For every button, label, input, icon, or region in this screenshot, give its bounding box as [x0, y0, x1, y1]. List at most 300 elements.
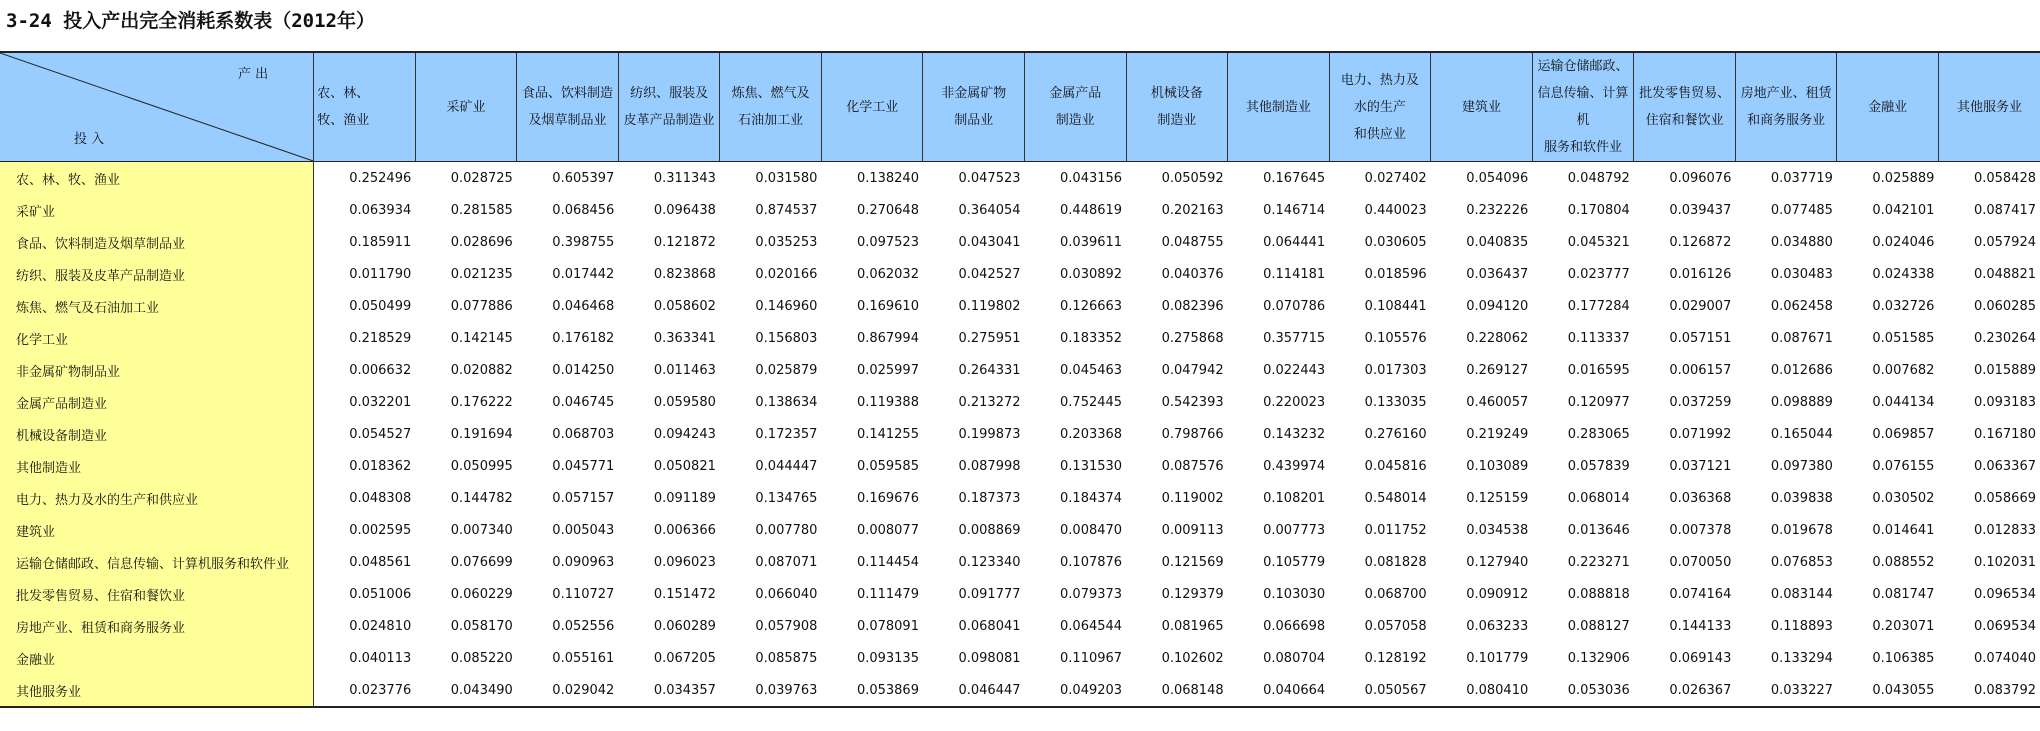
row-header: 食品、饮料制造及烟草制品业 — [0, 226, 314, 258]
table-cell: 0.151472 — [653, 586, 716, 602]
table-cell: 0.542393 — [1161, 394, 1224, 410]
column-header-line: 制造业 — [1157, 113, 1197, 128]
table-cell: 0.025889 — [1872, 170, 1935, 186]
table-cell: 0.126663 — [1060, 298, 1123, 314]
column-header-line: 和供应业 — [1353, 126, 1406, 142]
row-header: 批发零售贸易、住宿和餐饮业 — [0, 578, 314, 610]
table-cell: 0.184374 — [1060, 490, 1123, 506]
table-row — [0, 482, 2040, 514]
table-row — [0, 194, 2040, 226]
table-cell: 0.063233 — [1466, 618, 1529, 634]
table-cell: 0.106385 — [1872, 650, 1935, 666]
column-header — [923, 52, 1025, 162]
table-cell: 0.169610 — [856, 298, 919, 314]
table-row — [0, 226, 2040, 258]
table-cell: 0.062032 — [856, 266, 919, 282]
table-cell: 0.177284 — [1567, 298, 1630, 314]
column-header — [1228, 52, 1330, 162]
table-cell: 0.030605 — [1364, 234, 1427, 250]
table-cell: 0.007378 — [1669, 522, 1732, 538]
table-cell: 0.019678 — [1770, 522, 1833, 538]
table-cell: 0.017303 — [1364, 362, 1427, 378]
column-header-line: 采矿业 — [446, 99, 486, 115]
corner-cell — [0, 52, 314, 162]
table-cell: 0.030483 — [1770, 266, 1833, 282]
table-cell: 0.176222 — [450, 394, 513, 410]
table-cell: 0.054527 — [349, 426, 412, 442]
table-cell: 0.183352 — [1060, 330, 1123, 346]
table-row — [0, 386, 2040, 418]
table-cell: 0.045816 — [1364, 458, 1427, 474]
table-cell: 0.025879 — [755, 362, 818, 378]
table-cell: 0.039611 — [1060, 234, 1123, 250]
table-cell: 0.014250 — [552, 362, 615, 378]
table-cell: 0.213272 — [958, 394, 1021, 410]
row-header: 金融业 — [0, 642, 314, 674]
table-row — [0, 322, 2040, 354]
table-cell: 0.027402 — [1364, 170, 1427, 186]
column-header — [1126, 52, 1228, 162]
table-cell: 0.270648 — [856, 202, 919, 218]
table-cell: 0.016126 — [1669, 266, 1732, 282]
table-cell: 0.057058 — [1364, 618, 1427, 634]
table-cell: 0.087576 — [1161, 458, 1224, 474]
table-cell: 0.096438 — [653, 202, 716, 218]
table-cell: 0.045321 — [1567, 234, 1630, 250]
table-cell: 0.015889 — [1973, 362, 2036, 378]
table-cell: 0.024810 — [349, 618, 412, 634]
table-cell: 0.032201 — [349, 394, 412, 410]
table-cell: 0.034357 — [618, 674, 720, 707]
table-cell: 0.867994 — [856, 330, 919, 346]
table-cell: 0.048308 — [349, 490, 412, 506]
column-header-line: 批发零售贸易、 — [1639, 86, 1731, 101]
table-cell: 0.057157 — [552, 490, 615, 506]
table-cell: 0.074164 — [1669, 586, 1732, 602]
table-cell: 0.081965 — [1161, 618, 1224, 634]
table-cell: 0.176182 — [552, 330, 615, 346]
table-cell: 0.091189 — [653, 490, 716, 506]
table-cell: 0.076155 — [1872, 458, 1935, 474]
table-cell: 0.105576 — [1364, 330, 1427, 346]
table-cell: 0.037719 — [1770, 170, 1833, 186]
table-cell: 0.024046 — [1872, 234, 1935, 250]
column-header-line: 石油加工业 — [738, 113, 804, 128]
table-cell: 0.398755 — [552, 234, 615, 250]
table-cell: 0.199873 — [958, 426, 1021, 442]
table-cell: 0.077886 — [450, 298, 513, 314]
table-cell: 0.014641 — [1872, 522, 1935, 538]
table-cell: 0.275951 — [958, 330, 1021, 346]
table-cell: 0.040113 — [349, 650, 412, 666]
table-cell: 0.203368 — [1060, 426, 1123, 442]
table-cell: 0.127940 — [1466, 554, 1529, 570]
row-header: 机械设备制造业 — [0, 418, 314, 450]
table-cell: 0.024338 — [1872, 266, 1935, 282]
table-cell: 0.050821 — [653, 458, 716, 474]
table-cell: 0.044134 — [1872, 394, 1935, 410]
table-cell: 0.202163 — [1161, 202, 1224, 218]
table-cell: 0.088818 — [1567, 586, 1630, 602]
table-cell: 0.043156 — [1060, 170, 1123, 186]
table-cell: 0.068014 — [1567, 490, 1630, 506]
table-cell: 0.283065 — [1567, 426, 1630, 442]
row-header: 电力、热力及水的生产和供应业 — [0, 482, 314, 514]
table-cell: 0.040664 — [1228, 674, 1330, 707]
table-cell: 0.044447 — [755, 458, 818, 474]
table-cell: 0.080410 — [1431, 674, 1533, 707]
table-cell: 0.048821 — [1973, 266, 2036, 282]
column-header — [720, 52, 822, 162]
table-cell: 0.060289 — [653, 618, 716, 634]
row-header: 采矿业 — [0, 194, 314, 226]
table-cell: 0.048792 — [1567, 170, 1630, 186]
row-header: 炼焦、燃气及石油加工业 — [0, 290, 314, 322]
table-cell: 0.058602 — [653, 298, 716, 314]
table-cell: 0.031580 — [755, 170, 818, 186]
table-cell: 0.081747 — [1872, 586, 1935, 602]
table-cell: 0.060229 — [450, 586, 513, 602]
table-cell: 0.068456 — [552, 202, 615, 218]
table-cell: 0.138240 — [856, 170, 919, 186]
table-cell: 0.068703 — [552, 426, 615, 442]
table-cell: 0.087071 — [755, 554, 818, 570]
table-row — [0, 162, 2040, 195]
table-cell: 0.029042 — [517, 674, 619, 707]
table-cell: 0.114181 — [1263, 266, 1326, 282]
table-cell: 0.096076 — [1669, 170, 1732, 186]
table-cell: 0.060285 — [1973, 298, 2036, 314]
column-header — [1735, 52, 1837, 162]
table-cell: 0.085875 — [755, 650, 818, 666]
column-header — [517, 52, 619, 162]
row-header: 化学工业 — [0, 322, 314, 354]
table-cell: 0.125159 — [1466, 490, 1529, 506]
column-header-line: 制品业 — [954, 113, 994, 128]
column-header-line: 金融业 — [1868, 99, 1908, 115]
table-cell: 0.129379 — [1161, 586, 1224, 602]
table-cell: 0.048755 — [1161, 234, 1224, 250]
table-cell: 0.045463 — [1060, 362, 1123, 378]
table-cell: 0.108441 — [1364, 298, 1427, 314]
table-cell: 0.081828 — [1364, 554, 1427, 570]
table-cell: 0.078091 — [856, 618, 919, 634]
table-cell: 0.034880 — [1770, 234, 1833, 250]
table-cell: 0.091777 — [958, 586, 1021, 602]
table-cell: 0.042527 — [958, 266, 1021, 282]
table-cell: 0.063367 — [1973, 458, 2036, 474]
table-cell: 0.097380 — [1770, 458, 1833, 474]
table-cell: 0.103030 — [1263, 586, 1326, 602]
table-cell: 0.067205 — [653, 650, 716, 666]
table-cell: 0.059585 — [856, 458, 919, 474]
table-row — [0, 674, 2040, 707]
table-cell: 0.132906 — [1567, 650, 1630, 666]
table-cell: 0.008869 — [958, 522, 1021, 538]
table-cell: 0.082396 — [1161, 298, 1224, 314]
table-cell: 0.035253 — [755, 234, 818, 250]
table-cell: 0.110967 — [1060, 650, 1123, 666]
table-cell: 0.057839 — [1567, 458, 1630, 474]
table-cell: 0.053869 — [821, 674, 923, 707]
table-cell: 0.012686 — [1770, 362, 1833, 378]
column-header-line: 电力、热力及 — [1340, 72, 1419, 88]
table-cell: 0.050499 — [349, 298, 412, 314]
header-row — [0, 52, 2040, 162]
table-cell: 0.058669 — [1973, 490, 2036, 506]
table-cell: 0.121872 — [653, 234, 716, 250]
column-header — [1431, 52, 1533, 162]
column-header-line: 制造业 — [1055, 113, 1095, 128]
table-cell: 0.008470 — [1060, 522, 1123, 538]
table-cell: 0.120977 — [1567, 394, 1630, 410]
table-cell: 0.169676 — [856, 490, 919, 506]
column-header — [618, 52, 720, 162]
row-header: 其他服务业 — [0, 674, 314, 707]
column-header-line: 水的生产 — [1353, 99, 1406, 115]
table-cell: 0.460057 — [1466, 394, 1529, 410]
table-cell: 0.126872 — [1669, 234, 1732, 250]
column-header — [1634, 52, 1736, 162]
table-cell: 0.057924 — [1973, 234, 2036, 250]
column-header-line: 炼焦、燃气及 — [731, 86, 810, 101]
column-header — [415, 52, 517, 162]
column-header-line: 金属产品 — [1049, 86, 1102, 101]
column-header-line: 和商务服务业 — [1747, 113, 1826, 128]
table-cell: 0.094243 — [653, 426, 716, 442]
table-cell: 0.007340 — [450, 522, 513, 538]
table-cell: 0.054096 — [1466, 170, 1529, 186]
table-cell: 0.013646 — [1567, 522, 1630, 538]
table-cell: 0.141255 — [856, 426, 919, 442]
column-header-line: 住宿和餐饮业 — [1645, 113, 1724, 128]
table-cell: 0.276160 — [1364, 426, 1427, 442]
table-cell: 0.006632 — [349, 362, 412, 378]
row-header: 其他制造业 — [0, 450, 314, 482]
table-cell: 0.071992 — [1669, 426, 1732, 442]
table-cell: 0.039763 — [720, 674, 822, 707]
table-cell: 0.440023 — [1364, 202, 1427, 218]
table-cell: 0.096534 — [1973, 586, 2036, 602]
column-header-line: 信息传输、计算机 — [1537, 86, 1629, 128]
table-cell: 0.085220 — [450, 650, 513, 666]
table-cell: 0.230264 — [1973, 330, 2036, 346]
table-cell: 0.448619 — [1060, 202, 1123, 218]
table-cell: 0.110727 — [552, 586, 615, 602]
table-cell: 0.028696 — [450, 234, 513, 250]
row-header: 运输仓储邮政、信息传输、计算机服务和软件业 — [0, 546, 314, 578]
table-cell: 0.062458 — [1770, 298, 1833, 314]
table-cell: 0.167180 — [1973, 426, 2036, 442]
table-cell: 0.220023 — [1263, 394, 1326, 410]
table-cell: 0.023776 — [314, 674, 416, 707]
table-cell: 0.363341 — [653, 330, 716, 346]
table-cell: 0.020882 — [450, 362, 513, 378]
table-cell: 0.548014 — [1364, 490, 1427, 506]
table-cell: 0.047523 — [958, 170, 1021, 186]
table-cell: 0.102031 — [1973, 554, 2036, 570]
table-cell: 0.018596 — [1364, 266, 1427, 282]
table-cell: 0.823868 — [653, 266, 716, 282]
table-cell: 0.138634 — [755, 394, 818, 410]
table-cell: 0.172357 — [755, 426, 818, 442]
column-header — [1329, 52, 1431, 162]
table-cell: 0.017442 — [552, 266, 615, 282]
table-cell: 0.036368 — [1669, 490, 1732, 506]
row-header: 纺织、服装及皮革产品制造业 — [0, 258, 314, 290]
row-header: 房地产业、租赁和商务服务业 — [0, 610, 314, 642]
table-cell: 0.087671 — [1770, 330, 1833, 346]
corner-output-label: 产 出 — [238, 67, 269, 82]
table-cell: 0.018362 — [349, 458, 412, 474]
table-cell: 0.098889 — [1770, 394, 1833, 410]
table-cell: 0.114454 — [856, 554, 919, 570]
table-cell: 0.133035 — [1364, 394, 1427, 410]
table-cell: 0.049203 — [1025, 674, 1127, 707]
table-cell: 0.108201 — [1263, 490, 1326, 506]
table-cell: 0.170804 — [1567, 202, 1630, 218]
table-cell: 0.128192 — [1364, 650, 1427, 666]
table-cell: 0.146960 — [755, 298, 818, 314]
table-cell: 0.121569 — [1161, 554, 1224, 570]
table-cell: 0.066040 — [755, 586, 818, 602]
table-cell: 0.053036 — [1532, 674, 1634, 707]
table-cell: 0.133294 — [1770, 650, 1833, 666]
table-cell: 0.020166 — [755, 266, 818, 282]
table-cell: 0.037259 — [1669, 394, 1732, 410]
table-cell: 0.007682 — [1872, 362, 1935, 378]
table-cell: 0.103089 — [1466, 458, 1529, 474]
table-cell: 0.068041 — [958, 618, 1021, 634]
table-cell: 0.269127 — [1466, 362, 1529, 378]
table-cell: 0.022443 — [1263, 362, 1326, 378]
row-header: 金属产品制造业 — [0, 386, 314, 418]
table-row — [0, 546, 2040, 578]
column-header-line: 食品、饮料制造 — [522, 86, 614, 101]
table-cell: 0.026367 — [1634, 674, 1736, 707]
table-cell: 0.143232 — [1263, 426, 1326, 442]
table-cell: 0.057151 — [1669, 330, 1732, 346]
table-cell: 0.228062 — [1466, 330, 1529, 346]
table-cell: 0.030892 — [1060, 266, 1123, 282]
table-cell: 0.357715 — [1263, 330, 1326, 346]
table-cell: 0.069857 — [1872, 426, 1935, 442]
table-cell: 0.058170 — [450, 618, 513, 634]
column-header-line: 纺织、服装及 — [630, 86, 709, 101]
table-cell: 0.042101 — [1872, 202, 1935, 218]
table-cell: 0.131530 — [1060, 458, 1123, 474]
table-cell: 0.083792 — [1938, 674, 2040, 707]
table-cell: 0.264331 — [958, 362, 1021, 378]
table-row — [0, 258, 2040, 290]
column-header-line: 其他制造业 — [1245, 99, 1311, 115]
table-cell: 0.098081 — [958, 650, 1021, 666]
table-cell: 0.034538 — [1466, 522, 1529, 538]
table-cell: 0.281585 — [450, 202, 513, 218]
table-cell: 0.096023 — [653, 554, 716, 570]
table-cell: 0.064441 — [1263, 234, 1326, 250]
table-cell: 0.107876 — [1060, 554, 1123, 570]
table-cell: 0.079373 — [1060, 586, 1123, 602]
table-cell: 0.156803 — [755, 330, 818, 346]
table-cell: 0.088552 — [1872, 554, 1935, 570]
table-row — [0, 578, 2040, 610]
table-cell: 0.011463 — [653, 362, 716, 378]
column-header-line: 服务和软件业 — [1544, 140, 1623, 155]
row-header: 建筑业 — [0, 514, 314, 546]
table-cell: 0.119388 — [856, 394, 919, 410]
table-cell: 0.045771 — [552, 458, 615, 474]
table-cell: 0.076853 — [1770, 554, 1833, 570]
table-cell: 0.012833 — [1973, 522, 2036, 538]
column-header — [1532, 52, 1634, 162]
table-cell: 0.028725 — [450, 170, 513, 186]
table-cell: 0.046447 — [923, 674, 1025, 707]
table-cell: 0.090963 — [552, 554, 615, 570]
table-cell: 0.070050 — [1669, 554, 1732, 570]
row-header: 非金属矿物制品业 — [0, 354, 314, 386]
column-header-line: 其他服务业 — [1956, 99, 2022, 115]
table-cell: 0.039437 — [1669, 202, 1732, 218]
table-row — [0, 514, 2040, 546]
table-cell: 0.798766 — [1161, 426, 1224, 442]
table-cell: 0.203071 — [1872, 618, 1935, 634]
table-cell: 0.088127 — [1567, 618, 1630, 634]
table-cell: 0.036437 — [1466, 266, 1529, 282]
table-cell: 0.023777 — [1567, 266, 1630, 282]
table-cell: 0.025997 — [856, 362, 919, 378]
table-cell: 0.068700 — [1364, 586, 1427, 602]
table-cell: 0.016595 — [1567, 362, 1630, 378]
table-cell: 0.167645 — [1263, 170, 1326, 186]
table-cell: 0.069143 — [1669, 650, 1732, 666]
table-cell: 0.011752 — [1364, 522, 1427, 538]
table-cell: 0.029007 — [1669, 298, 1732, 314]
table-cell: 0.006366 — [653, 522, 716, 538]
table-cell: 0.080704 — [1263, 650, 1326, 666]
table-cell: 0.069534 — [1973, 618, 2036, 634]
table-cell: 0.090912 — [1466, 586, 1529, 602]
table-cell: 0.043041 — [958, 234, 1021, 250]
table-cell: 0.093183 — [1973, 394, 2036, 410]
table-cell: 0.311343 — [653, 170, 716, 186]
column-header-line: 化学工业 — [846, 99, 899, 115]
table-cell: 0.011790 — [349, 266, 412, 282]
table-cell: 0.043490 — [415, 674, 517, 707]
column-header-line: 牧、渔业 — [317, 113, 370, 128]
table-cell: 0.007780 — [755, 522, 818, 538]
table-cell: 0.052556 — [552, 618, 615, 634]
table-cell: 0.187373 — [958, 490, 1021, 506]
table-cell: 0.232226 — [1466, 202, 1529, 218]
table-cell: 0.191694 — [450, 426, 513, 442]
table-cell: 0.102602 — [1161, 650, 1224, 666]
coefficient-table-sheet — [0, 51, 2040, 699]
table-cell: 0.439974 — [1263, 458, 1326, 474]
table-cell: 0.219249 — [1466, 426, 1529, 442]
table-cell: 0.037121 — [1669, 458, 1732, 474]
table-cell: 0.083144 — [1770, 586, 1833, 602]
table-cell: 0.223271 — [1567, 554, 1630, 570]
column-header-line: 及烟草制品业 — [528, 113, 607, 128]
table-cell: 0.087998 — [958, 458, 1021, 474]
table-row — [0, 418, 2040, 450]
table-cell: 0.144133 — [1669, 618, 1732, 634]
column-header — [314, 52, 416, 162]
page-title: 3-24 投入产出完全消耗系数表（2012年） — [6, 10, 375, 32]
table-cell: 0.752445 — [1060, 394, 1123, 410]
table-cell: 0.050592 — [1161, 170, 1224, 186]
